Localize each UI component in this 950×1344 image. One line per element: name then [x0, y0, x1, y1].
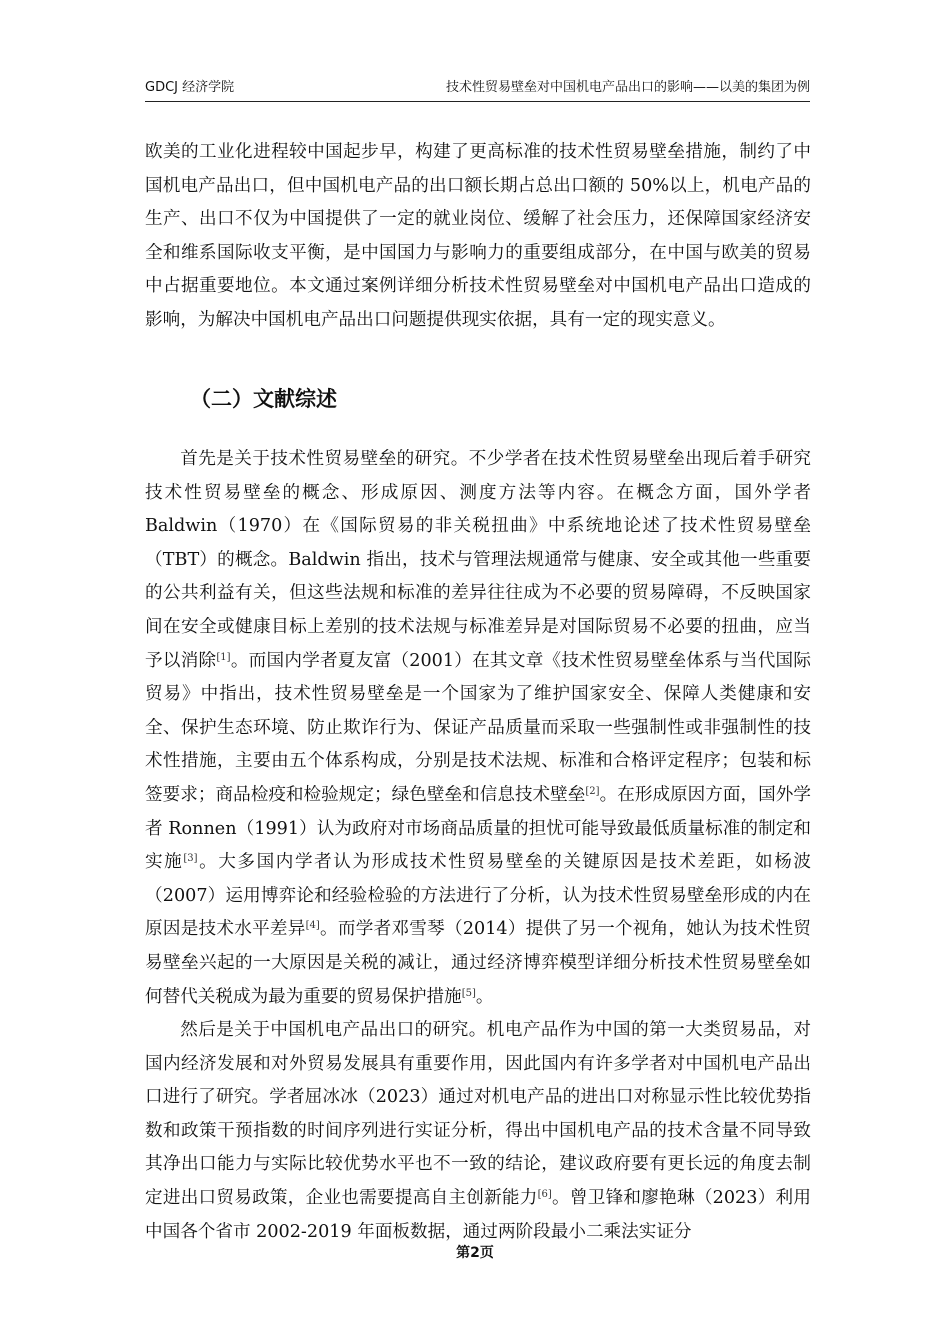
- body-paragraph-electromechanical-exports: [145, 1014, 811, 1249]
- paragraph-text: 。而国内学者夏友富（2001）在其文章《技术性贸易壁垒体系与当代国际贸易》中指出，技术性贸易壁垒是一个国家为了维护国家安全、保障人类健康和安全、保护生态环境、防止欺诈行为、保证产品质量而采取一些强制性或非强制性的技术性措施，主要由五个体系构成，分别是技术法规、标准和合格评定程序；包装和标签要求；商品检疫和检验规定；绿色壁垒和信息技术壁垒: [145, 650, 811, 805]
- page-number: 第2页: [456, 1245, 494, 1261]
- citation-ref-3: [3]: [183, 853, 198, 865]
- citation-ref-4: [4]: [305, 920, 320, 932]
- section-heading: （二）文献综述: [190, 387, 337, 411]
- header-paper-title: 技术性贸易壁垒对中国机电产品出口的影响——以美的集团为例: [445, 80, 810, 95]
- body-paragraph: 欧美的工业化进程较中国起步早，构建了更高标准的技术性贸易壁垒措施，制约了中国机电产品出口，但中国机电产品的出口额长期占总出口额的 50%以上，机电产品的生产、出口不仅为中国提供了一定的就业岗位、缓解了社会压力，还保障国家经济安全和维系国际收支平衡，是中国国力与影响力的重要组成部分，在中国与欧美的贸易中占据重要地位。本文通过案例详细分析技术性贸易壁垒对中国机电产品出口造成的影响，为解决中国机电产品出口问题提供现实依据，具有一定的现实意义。: [145, 142, 811, 330]
- paragraph-text: 。大多国内学者认为形成技术性贸易壁垒的关键原因是技术差距，如杨波（2007）运用博弈论和经验检验的方法进行了分析，认为技术性贸易壁垒形成的内在原因是技术水平差异: [145, 852, 811, 940]
- paragraph-text: 首先是关于技术性贸易壁垒的研究。不少学者在技术性贸易壁垒出现后着手研究技术性贸易壁垒的概念、形成原因、测度方法等内容。在概念方面，国外学者 Baldwin（1970）在《国际贸易的非关税扭曲》中系统地论述了技术性贸易壁垒（TBT）的概念。Baldwin 指出，技术与管理法规通常与健康、安全或其他一些重要的公共利益有关，但这些法规和标准的差异往往成为不必要的贸易障碍，不反映国家间在安全或健康目标上差别的技术法规与标准差异是对国际贸易不必要的扭曲，应当予以消除: [145, 449, 811, 671]
- paragraph-text: 。而学者邓雪琴（2014）提供了另一个视角，她认为技术性贸易壁垒兴起的一大原因是关税的减让，通过经济博弈模型详细分析技术性贸易壁垒如何替代关税成为最为重要的贸易保护措施: [145, 919, 811, 1007]
- header-institution: GDCJ 经济学院: [145, 80, 235, 95]
- paragraph-text: 然后是关于中国机电产品出口的研究。机电产品作为中国的第一大类贸易品，对国内经济发展和对外贸易发展具有重要作用，因此国内有许多学者对中国机电产品出口进行了研究。学者屈冰冰（2023）通过对机电产品的进出口对称显示性比较优势指数和政策干预指数的时间序列进行实证分析，得出中国机电产品的技术含量不同导致其净出口能力与实际比较优势水平也不一致的结论，建议政府要有更长远的角度去制定进出口贸易政策，企业也需要提高自主创新能力: [145, 1020, 811, 1209]
- paragraph-text: 。曾卫锋和廖艳琳（2023）利用中国各个省市 2002-2019 年面板数据，通过两阶段最小二乘法实证分: [145, 1188, 811, 1242]
- body-paragraph-technical-barriers: [145, 443, 811, 1014]
- paragraph-text: 。在形成原因方面，国外学者 Ronnen（1991）认为政府对市场商品质量的担忧可能导致最低质量标准的制定和实施: [145, 784, 811, 873]
- citation-ref-2: [2]: [585, 785, 600, 797]
- citation-ref-1: [1]: [216, 651, 231, 663]
- citation-ref-5: [5]: [461, 987, 476, 999]
- running-header: [145, 78, 810, 102]
- intro-continuation: [145, 136, 811, 338]
- header-divider: [145, 101, 810, 102]
- literature-review-body: [145, 443, 811, 1249]
- citation-ref-6: [6]: [537, 1189, 552, 1201]
- paragraph-text: 。: [475, 986, 494, 1007]
